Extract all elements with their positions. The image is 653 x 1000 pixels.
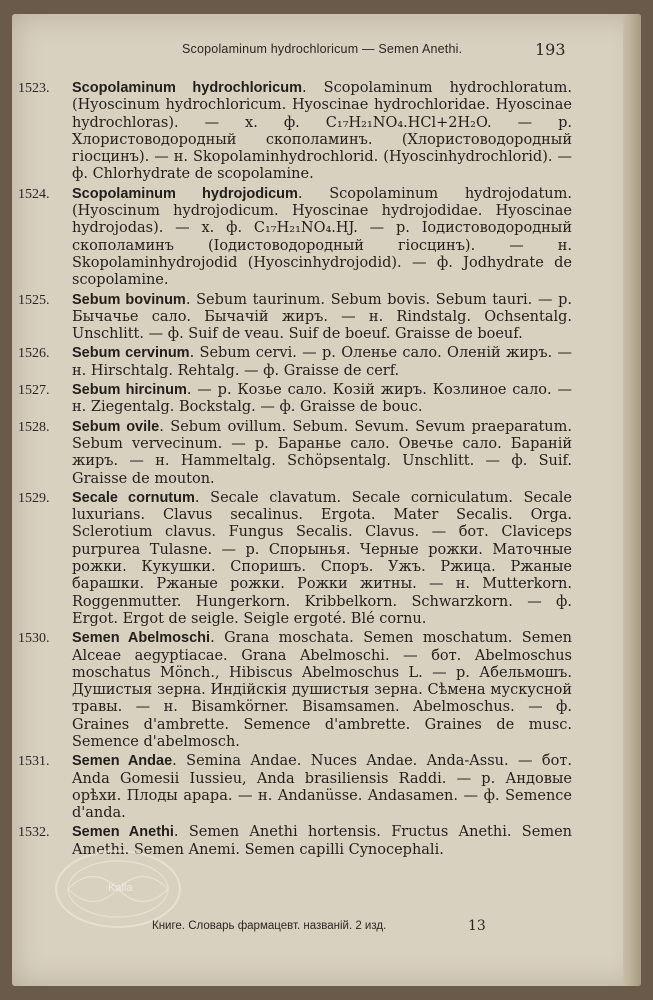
dictionary-entry: [18, 345, 572, 380]
dictionary-entry: [18, 753, 573, 822]
book-spine-shadow: [623, 14, 641, 986]
watermark-text: Kalla: [108, 882, 133, 894]
entry-term: Semen Andae: [72, 753, 173, 770]
dictionary-entry: [18, 489, 572, 628]
entry-text: . — р. Козье сало. Козій жиръ. Козлиное сало. — н. Ziegentalg. Bockstalg. — ф. Graisse de bouc.: [72, 382, 572, 416]
entry-number: 1532.: [18, 825, 50, 841]
page-footer: [12, 918, 641, 940]
dictionary-entries: [18, 80, 573, 861]
page-header: [12, 36, 641, 66]
entry-number: 1530.: [18, 631, 50, 647]
entry-text: . Semina Andae. Nuces Andae. Anda-Assu. — бот. Anda Gomesii Iussieu, Anda brasiliensis Raddi. — р. Андовые орѣхи. Плоды арара. — н. Andanüsse. Andasamen. — ф. Semence d'anda.: [72, 753, 573, 822]
entry-term: Sebum cervinum: [72, 345, 190, 362]
entry-number: 1528.: [18, 419, 50, 435]
entry-text: . Scopolaminum hydrojodatum. (Hyoscinum hydrojodicum. Hyoscinae hydrojodidae. Hyoscinae hydrojodas). — x. ф. C₁₇H₂₁NO₄.HJ. — р. Іодистоводородный скополаминъ (Іодистоводородный гіосцинъ). — н. Skopolaminhydrojodid (Hyoscinhydrojodid). — ф. Jodhydrate de scopolamine.: [72, 185, 572, 289]
entry-term: Sebum bovinum: [72, 291, 186, 308]
entry-term: Semen Anethi: [72, 824, 174, 841]
book-page: [12, 14, 641, 986]
entry-term: Sebum hircinum: [72, 382, 187, 399]
entry-number: 1531.: [18, 754, 50, 770]
dictionary-entry: [18, 630, 572, 751]
entry-term: Secale cornutum: [72, 489, 195, 506]
dictionary-entry: [18, 80, 572, 184]
entry-number: 1529.: [18, 490, 50, 506]
footer-text: Книге. Словарь фармацевт. названій. 2 изд.: [152, 920, 387, 932]
entry-number: 1523.: [18, 81, 50, 96]
entry-term: Sebum ovile: [72, 418, 160, 435]
entry-text: . Semen Anethi hortensis. Fructus Anethi. Semen Amethi. Semen Anemi. Semen capilli Cynocephali.: [72, 824, 572, 858]
entry-text: . Grana moschata. Semen moschatum. Semen Alceae aegyptiacae. Grana Abelmoschi. — бот. Abelmoschus moschatus Mönch., Hibiscus Abelmoschus L. — р. Абельмошъ. Душистыя зерна. Индійскія душистыя зерна. Сѣмена мускусной травы. — н. Bisamkörner. Bisamsamen. Abelmoschus. — ф. Graines d'ambrette. Semence d'ambrette. Graines de musc. Semence d'abelmosch.: [72, 630, 572, 750]
entry-term: Semen Abelmoschi: [72, 630, 211, 647]
dictionary-entry: [18, 382, 572, 417]
entry-number: 1525.: [18, 292, 50, 308]
entry-text: . Sebum cervi. — р. Оленье сало. Оленій жиръ. — н. Hirschtalg. Rehtalg. — ф. Graisse de cerf.: [72, 345, 572, 379]
entry-text: . Sebum ovillum. Sebum. Sevum. Sevum praeparatum. Sebum vervecinum. — р. Баранье сало. Овечье сало. Бараній жиръ. — н. Hammeltalg. Schöpsentalg. Unschlitt. — ф. Suif. Graisse de mouton.: [72, 418, 572, 487]
entry-number: 1526.: [18, 346, 50, 362]
entry-text: . Secale clavatum. Secale corniculatum. Secale luxurians. Clavus secalinus. Ergota. Mater Secalis. Orga. Sclerotium clavus. Fungus Secalis. Clavus. — бот. Claviceps purpurea Tulasne. — р. Спорынья. Черные рожки. Маточные рожки. Кукушки. Споришъ. Споръ. Ужъ. Ржица. Ржаные барашки. Ржаные рожки. Рожки житны. — н. Mutterkorn. Roggenmutter. Hungerkorn. Kribbelkorn. Schwarzkorn. — ф. Ergot. Ergot de seigle. Seigle ergoté. Blé cornu.: [72, 489, 572, 627]
page-number: 193: [535, 40, 566, 59]
dictionary-entry: [18, 185, 572, 290]
entry-text: . Sebum taurinum. Sebum bovis. Sebum tauri. — р. Бычачье сало. Бычачій жиръ. — н. Rindstalg. Ochsentalg. Unschlitt. — ф. Suif de veau. Suif de boeuf. Graisse de boeuf.: [72, 291, 572, 343]
entry-term: Scopolaminum hydrochloricum: [72, 80, 302, 96]
entry-term: Scopolaminum hydrojodicum: [72, 185, 298, 202]
dictionary-entry: [18, 418, 572, 488]
entry-number: 1524.: [18, 186, 50, 202]
entry-number: 1527.: [18, 383, 50, 399]
signature-mark: 13: [468, 918, 486, 934]
entry-text: . Scopolaminum hydrochloratum. (Hyoscinum hydrochloricum. Hyoscinae hydrochloridae. Hyoscinae hydrochloras). — x. ф. C₁₇H₂₁NO₄.HCl+2H₂O. — р. Хлористоводородный скополаминъ. (Хлористоводородный гіосцинъ). — н. Skopolaminhydrochlorid. (Hyoscinhydrochlorid). — ф. Chlorhydrate de scopolamine.: [72, 80, 572, 183]
dictionary-entry: [18, 291, 572, 344]
running-head: Scopolaminum hydrochloricum — Semen Anethi.: [182, 42, 463, 56]
